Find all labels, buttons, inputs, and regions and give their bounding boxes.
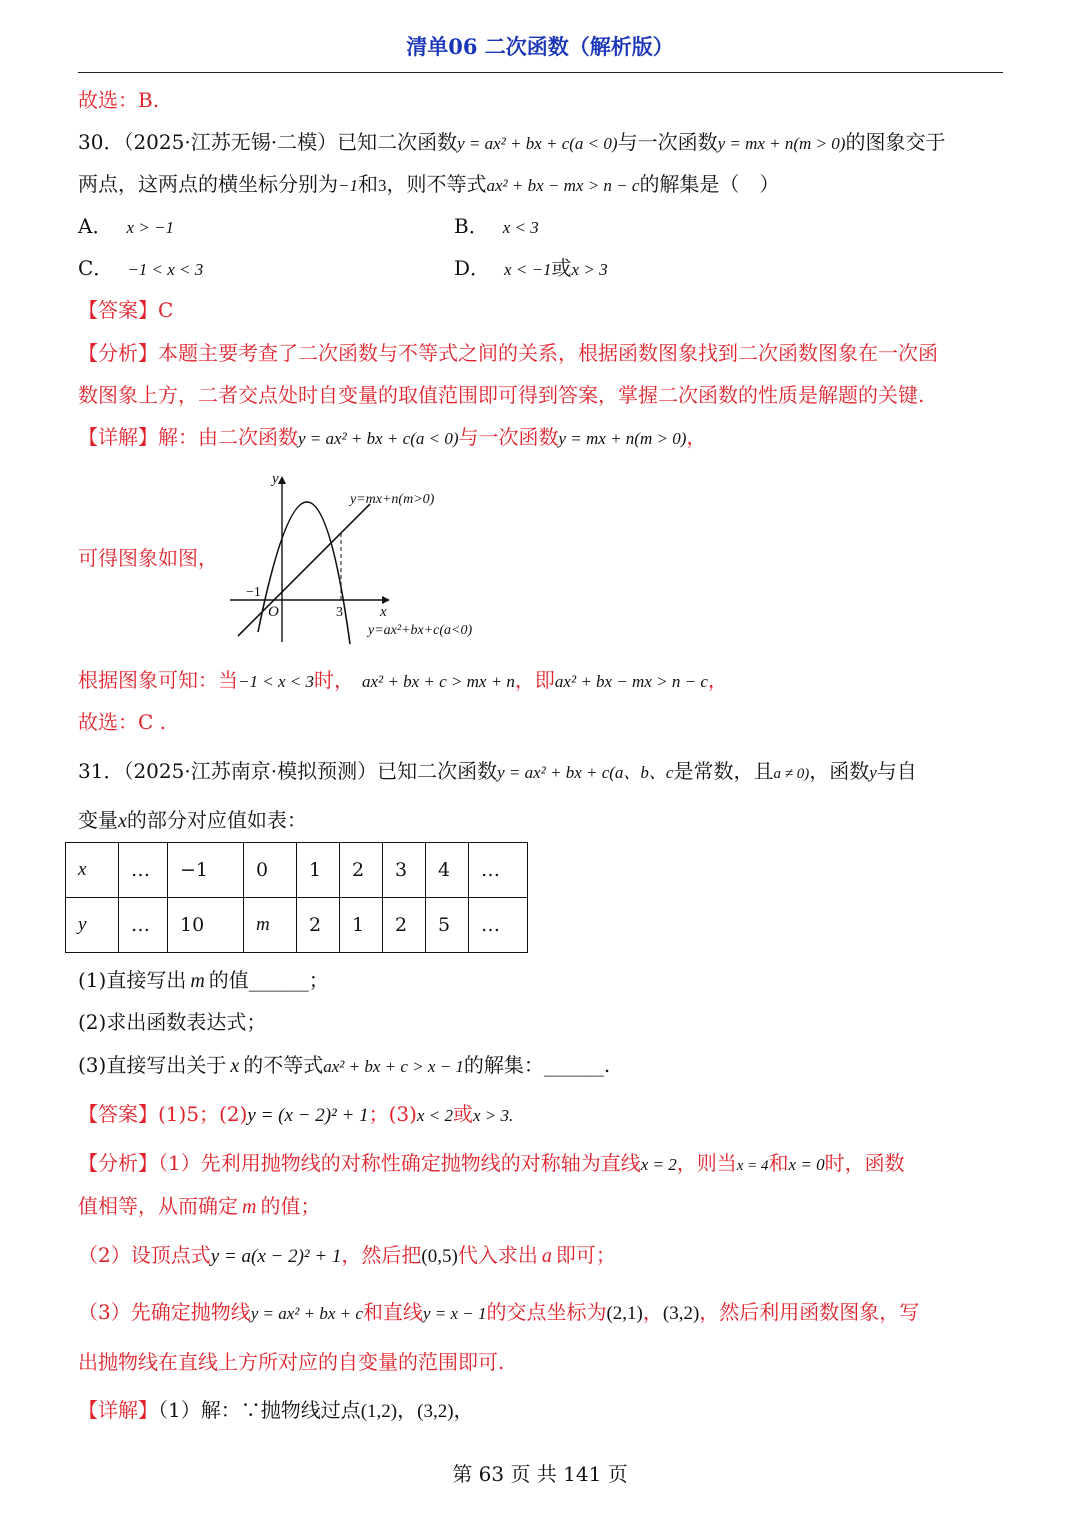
q31-text: (3)直接写出关于 — [78, 1053, 227, 1077]
table-cell: y — [66, 898, 119, 953]
analysis-text: （2）设顶点式 — [78, 1243, 211, 1267]
q30-option-a — [78, 214, 174, 238]
answer-text: ；(3) — [368, 1102, 417, 1126]
detail-text: （1）解：∵抛物线过点 — [158, 1398, 361, 1422]
answer-text: 或 — [452, 1102, 473, 1126]
q31-text: 的值______； — [208, 968, 329, 992]
analysis-tag: 【分析】 — [78, 1151, 158, 1175]
function-graph — [228, 466, 518, 646]
analysis-formula: x = 2 — [640, 1155, 677, 1174]
y-axis-arrow-icon — [278, 476, 286, 484]
conclusion-text: ，即 — [514, 668, 555, 692]
q31-text: 是常数，且 — [673, 759, 774, 783]
q30-value: 3 — [377, 176, 387, 195]
q30-source: （2025·江苏无锡·二模） — [123, 130, 338, 154]
analysis-text: ，则当 — [676, 1151, 737, 1175]
option-label: C． — [78, 256, 114, 280]
analysis-text: 本题主要考查了二次函数与不等式之间的关系，根据函数图象找到二次函数图象在一次函 — [158, 341, 938, 365]
q31-var: x — [230, 1055, 240, 1077]
conclusion-inequality: ax² + bx − mx > n − c — [554, 672, 708, 691]
q31-text: 已知二次函数 — [377, 759, 498, 783]
detail-point: (1,2) — [360, 1401, 398, 1422]
detail-text: ， — [453, 1398, 474, 1422]
conclusion-range: −1 < x < 3 — [238, 672, 314, 691]
q31-analysis-1 — [78, 1151, 905, 1175]
q31-text: 的解集：______. — [463, 1053, 611, 1077]
option-text: −1 < x < 3 — [127, 260, 204, 279]
x-axis-arrow-icon — [382, 596, 390, 604]
detail-formula: y = ax² + bx + c(a < 0) — [298, 429, 459, 448]
q31-part-1 — [78, 968, 329, 993]
analysis-text: 即可； — [555, 1243, 616, 1267]
analysis-var: a — [541, 1245, 552, 1267]
q31-inequality: ax² + bx + c > x − 1 — [323, 1057, 464, 1076]
previous-answer: 故选：B. — [78, 88, 160, 112]
page-header-title: 清单06 二次函数（解析版） — [406, 34, 674, 59]
table-cell: 4 — [426, 843, 469, 898]
q30-formula-quadratic: y = ax² + bx + c(a < 0) — [457, 134, 618, 153]
detail-tag: 【详解】 — [78, 425, 158, 449]
q30-line-1 — [78, 130, 945, 154]
table-cell: x — [66, 843, 119, 898]
graph-line-label: y=mx+n(m>0) — [350, 492, 435, 507]
option-text: x < 3 — [502, 218, 539, 237]
answer-tag: 【答案】 — [78, 1102, 158, 1126]
analysis-text: ， — [642, 1300, 663, 1324]
q30-text: 和 — [357, 172, 378, 196]
table-cell: 2 — [297, 898, 340, 953]
table-cell: … — [469, 843, 528, 898]
analysis-formula: y = ax² + bx + c — [250, 1304, 363, 1323]
analysis-text: 时，函数 — [824, 1151, 905, 1175]
q31-analysis-3 — [78, 1300, 919, 1326]
answer-value: C — [158, 298, 174, 322]
q31-var: m — [190, 970, 205, 992]
q31-number: 31． — [78, 759, 124, 783]
analysis-text: （1）先利用抛物线的对称性确定抛物线的对称轴为直线 — [158, 1151, 641, 1175]
option-label: D． — [454, 256, 491, 280]
table-cell: … — [469, 898, 528, 953]
q30-answer — [78, 298, 173, 322]
analysis-formula: x = 4 — [736, 1158, 769, 1174]
analysis-text: 和 — [768, 1151, 789, 1175]
table-row — [66, 843, 528, 898]
analysis-text: ，然后利用函数图象，写 — [699, 1300, 920, 1324]
q31-line-1 — [78, 759, 917, 783]
analysis-text: 值相等，从而确定 — [78, 1194, 238, 1218]
q30-final: 故选：C . — [78, 710, 167, 734]
detail-tag: 【详解】 — [78, 1398, 158, 1422]
analysis-formula: y = x − 1 — [422, 1304, 487, 1323]
q30-graph-intro: 可得图象如图， — [78, 546, 218, 570]
table-cell: 5 — [426, 898, 469, 953]
q31-part-3 — [78, 1053, 610, 1078]
q31-detail — [78, 1398, 474, 1424]
q30-conclusion — [78, 668, 728, 692]
q31-text: 的不等式 — [243, 1053, 324, 1077]
q31-source: （2025·江苏南京·模拟预测） — [123, 759, 378, 783]
option-text: x < −1 — [504, 260, 552, 279]
q30-text: 两点，这两点的横坐标分别为 — [78, 172, 338, 196]
q30-value: −1 — [338, 176, 358, 195]
q30-analysis-line-2: 数图象上方，二者交点处时自变量的取值范围即可得到答案，掌握二次函数的性质是解题的关键. — [78, 383, 925, 407]
q30-analysis-line-1 — [78, 341, 938, 365]
q31-text: (1)直接写出 — [78, 968, 187, 992]
table-cell: m — [244, 898, 297, 953]
q31-line-2 — [78, 808, 307, 833]
conclusion-text: ， — [707, 668, 728, 692]
q31-part-2: (2)求出函数表达式； — [78, 1010, 267, 1034]
header-divider — [78, 72, 1003, 73]
table-cell: 3 — [383, 843, 426, 898]
graph-tick-neg1: −1 — [246, 585, 261, 600]
analysis-text: 和直线 — [362, 1300, 423, 1324]
analysis-formula: x = 0 — [788, 1155, 825, 1174]
table-cell: 2 — [383, 898, 426, 953]
straight-line — [238, 504, 370, 636]
q30-formula-linear: y = mx + n(m > 0) — [717, 134, 846, 153]
graph-tick-3: 3 — [336, 605, 343, 620]
q31-var: x — [118, 810, 127, 832]
detail-formula: y = mx + n(m > 0) — [558, 429, 687, 448]
option-text: 或 — [551, 256, 572, 280]
q31-analysis-2 — [78, 1243, 616, 1269]
analysis-point: (2,1) — [606, 1303, 643, 1324]
q31-formula: y = ax² + bx + c(a、b、c — [497, 763, 674, 782]
conclusion-text: 时， — [313, 668, 354, 692]
analysis-text: 的交点坐标为 — [486, 1300, 607, 1324]
q31-text: 的部分对应值如表： — [126, 808, 307, 832]
table-cell: … — [119, 898, 168, 953]
option-label: A． — [78, 214, 113, 238]
q30-text: 的图象交于 — [845, 130, 946, 154]
answer-range: x < 2 — [416, 1106, 453, 1125]
q31-text: ，函数 — [809, 759, 870, 783]
q30-option-b — [454, 214, 539, 238]
analysis-text: 的值； — [260, 1194, 321, 1218]
option-label: B． — [454, 214, 489, 238]
detail-text: 与一次函数 — [458, 425, 559, 449]
table-cell: 1 — [297, 843, 340, 898]
answer-range: x > 3. — [472, 1106, 514, 1125]
q30-line-2 — [78, 172, 779, 196]
answer-tag: 【答案】 — [78, 298, 158, 322]
table-cell: −1 — [168, 843, 244, 898]
detail-text: ， — [397, 1398, 418, 1422]
q31-analysis-3b: 出抛物线在直线上方所对应的自变量的范围即可. — [78, 1350, 505, 1374]
q31-condition: a ≠ 0) — [773, 766, 810, 782]
page-footer: 第 63 页 共 141 页 — [452, 1462, 628, 1486]
analysis-text: 代入求出 — [457, 1243, 538, 1267]
analysis-text: （3）先确定抛物线 — [78, 1300, 251, 1324]
conclusion-inequality: ax² + bx + c > mx + n — [361, 672, 515, 691]
conclusion-text: 根据图象可知：当 — [78, 668, 238, 692]
graph-origin-label: O — [268, 604, 279, 620]
value-table — [65, 842, 528, 953]
analysis-point: (3,2) — [662, 1303, 700, 1324]
q31-text: 与自 — [876, 759, 917, 783]
detail-text: 解：由二次函数 — [158, 425, 298, 449]
graph-x-label: x — [380, 604, 387, 620]
table-cell: 2 — [340, 843, 383, 898]
q30-option-c — [78, 256, 203, 280]
parabola-curve — [258, 502, 350, 644]
detail-text: ， — [686, 425, 707, 449]
option-text: x > −1 — [126, 218, 174, 237]
analysis-var: m — [242, 1196, 257, 1218]
detail-point: (3,2) — [417, 1401, 454, 1422]
table-row — [66, 898, 528, 953]
q30-text: ，则不等式 — [386, 172, 487, 196]
table-cell: 0 — [244, 843, 297, 898]
q30-number: 30． — [78, 130, 124, 154]
q31-var: y — [869, 763, 877, 782]
analysis-text: ，然后把 — [341, 1243, 422, 1267]
answer-formula: y = (x − 2)² + 1 — [247, 1105, 369, 1126]
analysis-point: (0,5) — [421, 1246, 458, 1267]
q30-text: 与一次函数 — [617, 130, 718, 154]
answer-text: (1)5；(2) — [158, 1102, 248, 1126]
q30-inequality: ax² + bx − mx > n − c — [486, 176, 640, 195]
analysis-formula: y = a(x − 2)² + 1 — [210, 1246, 342, 1267]
q30-text: 已知二次函数 — [337, 130, 458, 154]
q31-text: 变量 — [78, 808, 118, 832]
table-cell: 1 — [340, 898, 383, 953]
q31-analysis-1b — [78, 1194, 320, 1219]
q31-answer — [78, 1102, 513, 1128]
analysis-tag: 【分析】 — [78, 341, 158, 365]
table-cell: 10 — [168, 898, 244, 953]
q30-option-d — [454, 256, 608, 280]
table-cell: … — [119, 843, 168, 898]
graph-y-label: y — [272, 471, 279, 487]
q30-text: 的解集是（ ） — [639, 172, 780, 196]
graph-parabola-label: y=ax²+bx+c(a<0) — [368, 623, 473, 638]
q30-detail-line — [78, 425, 706, 449]
option-text: x > 3 — [571, 260, 608, 279]
